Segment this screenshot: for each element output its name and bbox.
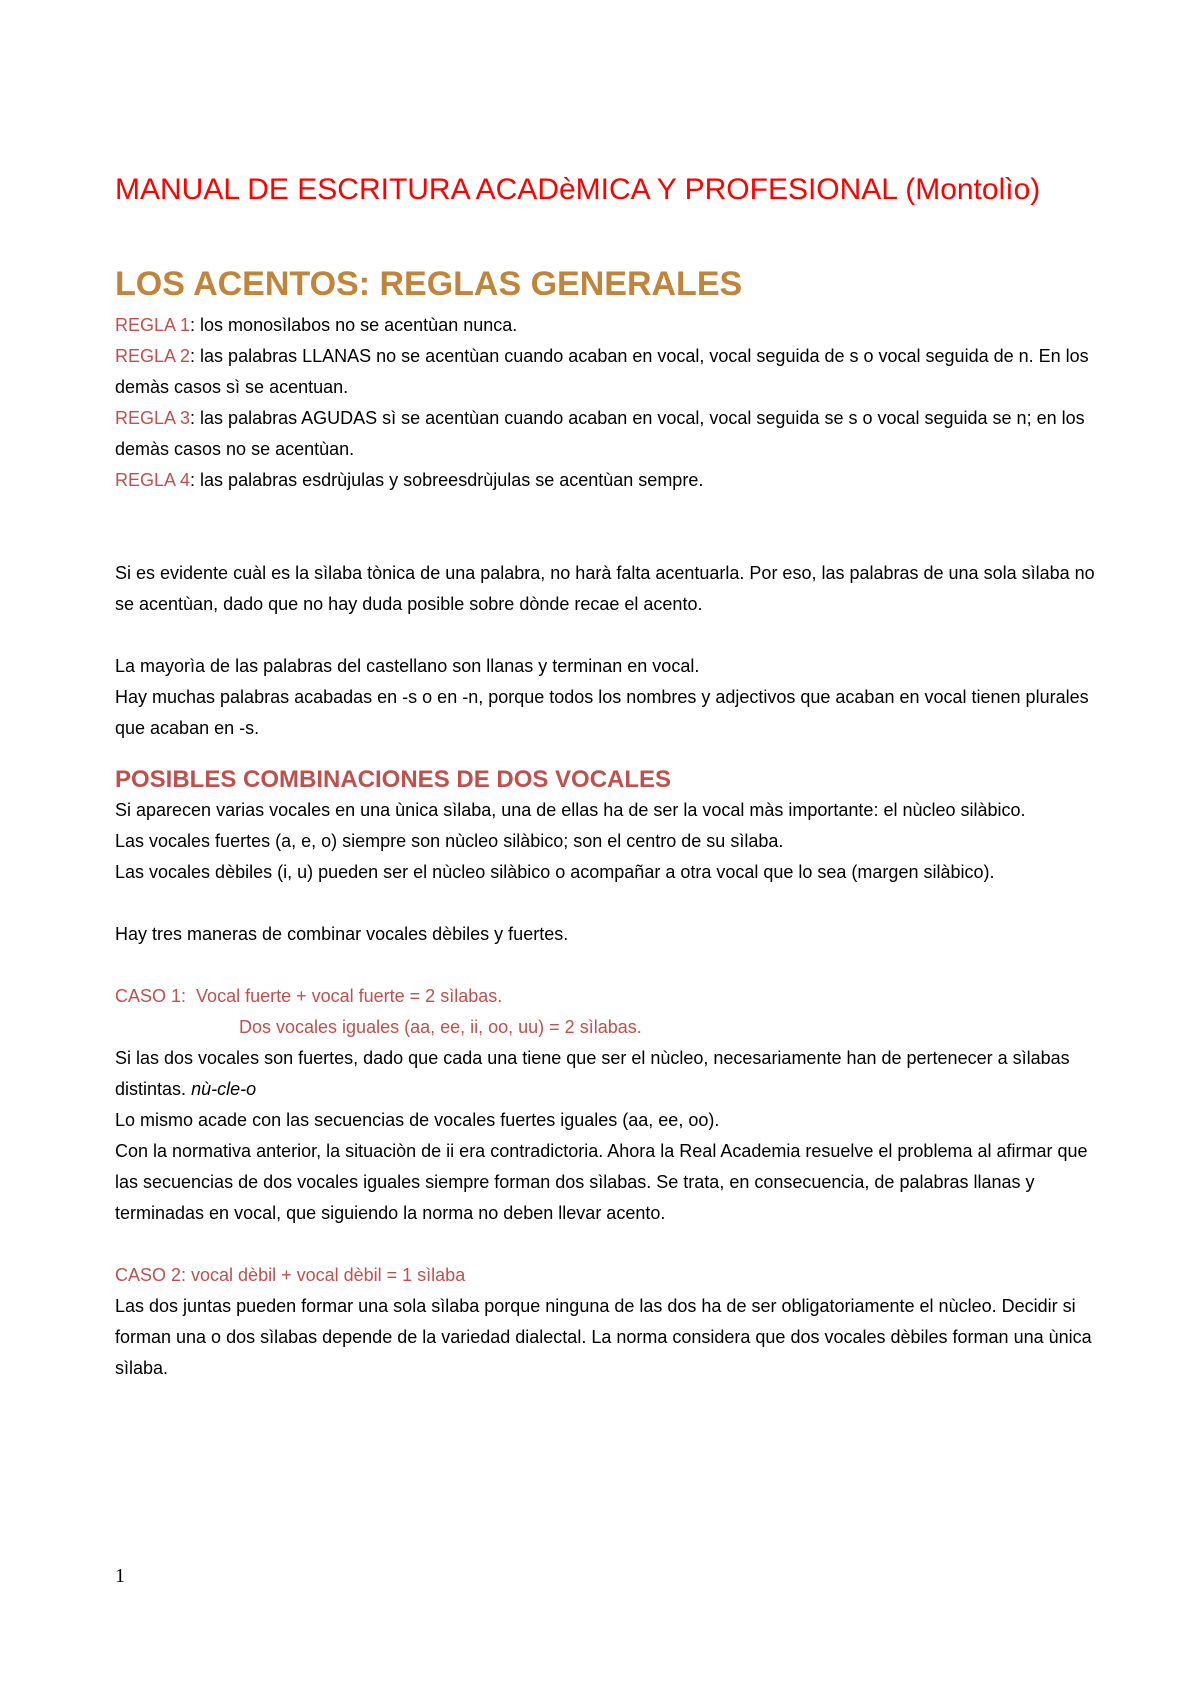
paragraph-tres-maneras: Hay tres maneras de combinar vocales dèbiles y fuertes.: [115, 923, 569, 944]
section-title-combinaciones: POSIBLES COMBINACIONES DE DOS VOCALES: [115, 765, 672, 793]
rule-label: REGLA 3: [115, 407, 191, 428]
spacer: [115, 950, 1105, 981]
caso-1-paragraph-1: [115, 1043, 1105, 1105]
rule-text: : los monosìlabos no se acentùan nunca.: [190, 314, 518, 335]
paragraph-silaba-tonica: Si es evidente cuàl es la sìlaba tònica de una palabra, no harà falta acentuarla. Por eso, las palabras de una sola sìlaba no se acentùan, dado que no hay duda posible sobre dònde recae el acento.: [115, 562, 1095, 614]
caso-1-line2: Dos vocales iguales (aa, ee, ii, oo, uu) = 2 sìlabas.: [239, 1016, 642, 1037]
caso-1-heading: [115, 981, 1105, 1012]
document-body: [115, 172, 1105, 1384]
spacer: [115, 744, 1105, 764]
example-nucleo: nù-cle-o: [191, 1078, 257, 1099]
rule-1: [115, 310, 1105, 341]
paragraph-vocales-fuertes: Las vocales fuertes (a, e, o) siempre son nùcleo silàbico; son el centro de su sìlaba.: [115, 830, 784, 851]
caso-1-label: CASO 1:: [115, 985, 187, 1006]
caso-1-line1: Vocal fuerte + vocal fuerte = 2 sìlabas.: [196, 985, 503, 1006]
paragraph-plurales: Hay muchas palabras acabadas en -s o en -n, porque todos los nombres y adjectivos que acaban en vocal tienen plurales que acaban en -s.: [115, 686, 1089, 738]
caso-1-paragraph-3: Con la normativa anterior, la situaciòn de ii era contradictoria. Ahora la Real Academia resuelve el problema al afirmar que las secuencias de dos vocales iguales siempre forman dos sìlabas. Se trata, en consecuencia, de palabras llanas y terminadas en vocal, que siguiendo la norma no deben llevar acento.: [115, 1140, 1088, 1223]
page-number: 1: [115, 1565, 125, 1587]
caso-2-paragraph-1: Las dos juntas pueden formar una sola sìlaba porque ninguna de las dos ha de ser obligatoriamente el nùcleo. Decidir si forman una o dos sìlabas depende de la variedad dialectal. La norma considera que dos vocales dèbiles forman una ùnica sìlaba.: [115, 1295, 1092, 1378]
caso-2-heading: CASO 2: vocal dèbil + vocal dèbil = 1 sìlaba: [115, 1264, 466, 1285]
rule-text: : las palabras AGUDAS sì se acentùan cuando acaban en vocal, vocal seguida se s o vocal seguida se n; en los demàs casos no se acentùan.: [115, 407, 1085, 459]
rule-label: REGLA 2: [115, 345, 191, 366]
rule-text: : las palabras esdrùjulas y sobreesdrùjulas se acentùan sempre.: [190, 469, 704, 490]
rule-4: [115, 465, 1105, 496]
paragraph-vocales-debiles: Las vocales dèbiles (i, u) pueden ser el nùcleo silàbico o acompañar a otra vocal que lo sea (margen silàbico).: [115, 861, 995, 882]
rule-label: REGLA 1: [115, 314, 191, 335]
spacer: [115, 888, 1105, 919]
spacer: [115, 620, 1105, 651]
paragraph-nucleo: Si aparecen varias vocales en una ùnica sìlaba, una de ellas ha de ser la vocal màs importante: el nùcleo silàbico.: [115, 799, 1026, 820]
rule-2: [115, 341, 1105, 403]
section-title-acentos: LOS ACENTOS: REGLAS GENERALES: [115, 265, 743, 303]
spacer: [115, 496, 1105, 558]
spacer: [115, 1229, 1105, 1260]
rule-3: [115, 403, 1105, 465]
caso-1-paragraph-2: Lo mismo acade con las secuencias de vocales fuertes iguales (aa, ee, oo).: [115, 1109, 720, 1130]
document-title: MANUAL DE ESCRITURA ACADèMICA Y PROFESIONAL (Montolìo): [115, 173, 1041, 206]
rule-label: REGLA 4: [115, 469, 191, 490]
rule-text: : las palabras LLANAS no se acentùan cuando acaban en vocal, vocal seguida de s o vocal seguida de n. En los demàs casos sì se acentuan.: [115, 345, 1089, 397]
caso-1-text: Si las dos vocales son fuertes, dado que cada una tiene que ser el nùcleo, necesariamente han de pertenecer a sìlabas distintas.: [115, 1047, 1070, 1099]
paragraph-mayoria: La mayorìa de las palabras del castellano son llanas y terminan en vocal.: [115, 655, 700, 676]
